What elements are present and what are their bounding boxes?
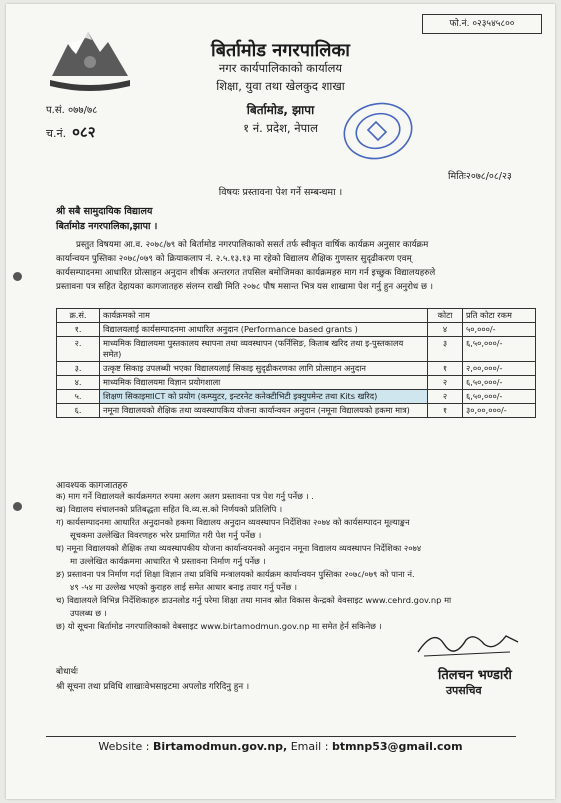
chalani-number <box>46 122 96 142</box>
body-line: कार्यान्वयन पुस्तिका २०७८/०७९ को क्रियाकलाप नं. २.५.१३.१३ मा रहेको विद्यालय शैक्षिक गुणस्तर सुदृढीकरण एवम् <box>56 254 412 264</box>
signature-mark <box>414 622 524 662</box>
docs-item: ४९ -५४ मा उल्लेख भएको कुराहरु लाई समेत आधार बनाइ तयार गर्नु पर्नेछ । <box>70 582 298 592</box>
docs-item: क) माग गर्ने विद्यालयले कार्यक्रमगत रुपमा अलग अलग प्रस्तावना पत्र पेश गर्नु पर्नेछ । . <box>56 491 314 501</box>
table-row <box>57 376 536 390</box>
letter-page <box>6 4 555 799</box>
phone-box: फो.नं. ०२३५४५८०० <box>422 14 542 34</box>
table-row <box>57 362 536 376</box>
body-line: कार्यसम्पादनमा आधारित प्रोत्साहन अनुदान शीर्षक अन्तरगत तपसिल बमोजिमका कार्यक्रमहरु माग गर्न इच्छुक विद्यालयहरुले <box>56 268 436 278</box>
table-cell-sn: १. <box>57 323 100 337</box>
table-row <box>57 337 536 362</box>
bodhartha-heading: बोधार्थः <box>56 667 78 677</box>
table-cell-name: नमूना विद्यालयको शैक्षिक तथा व्यवस्थापकिय योजना कार्यान्वयन अनुदान (नमूना विद्यालयको हकमा मात्र) <box>100 404 428 418</box>
chalani-label: च.नं. <box>46 127 67 140</box>
table-cell-name: उत्कृष्ट सिकाइ उपलब्धी भएका विद्यालयलाई सिकाइ सुदृढीकरणका लागि प्रोत्साहन अनुदान <box>100 362 428 376</box>
office-stamp-icon <box>340 100 416 162</box>
footer-website: Birtamodmun.gov.np, <box>152 740 288 753</box>
docs-item: घ) नमूना विद्यालयको शैक्षिक तथा व्यवस्थापकीय योजना कार्यान्वयनको अनुदान नमूना विद्यालय व्यवस्थापन निर्देशिका २०७४ <box>56 543 422 553</box>
table-header: कोटा <box>428 309 463 323</box>
table-cell-sn: ६. <box>57 404 100 418</box>
table-cell-quota: १ <box>428 362 463 376</box>
docs-item: छ) यो सूचना बिर्तामोड नगरपालिकाको वेबसाइट www.birtamodmun.gov.np मा समेत हेर्न सकिनेछ । <box>56 621 382 631</box>
punch-hole <box>13 502 22 511</box>
office-name: बिर्तामोड नगरपालिका <box>211 40 350 61</box>
table-cell-amount: ३०,००,०००/- <box>463 404 536 418</box>
table-cell-quota: १ <box>428 404 463 418</box>
punch-hole <box>13 272 22 281</box>
table-cell-sn: ३. <box>57 362 100 376</box>
footer-email-label: Email : <box>290 740 329 753</box>
body-paragraph <box>56 238 526 294</box>
docs-item: सूचकमा उल्लेखित विवरणहरु भरेर प्रमाणित गरी पेश गर्नु पर्नेछ । <box>70 530 262 540</box>
signatory-name: तिलचन भण्डारी <box>438 668 512 683</box>
table-cell-name: विद्यालयलाई कार्यसम्पादनमा आधारित अनुदान (Performance based grants ) <box>100 323 428 337</box>
table-row <box>57 323 536 337</box>
footer-email: btmnp53@gmail.com <box>331 740 463 753</box>
table-cell-amount: २,००,०००/- <box>463 362 536 376</box>
table-cell-amount: ६,५०,०००/- <box>463 376 536 390</box>
office-line-3: शिक्षा, युवा तथा खेलकुद शाखा <box>216 79 345 93</box>
docs-list <box>56 490 536 633</box>
table-cell-quota: ४ <box>428 323 463 337</box>
table-cell-quota: २ <box>428 376 463 390</box>
table-header: क्र.सं. <box>57 309 100 323</box>
table-cell-amount: ६,५०,०००/- <box>463 337 536 362</box>
table-cell-name: शिक्षण सिकाइमाICT को प्रयोग (कम्प्युटर, इन्टरनेट कनेक्टीभिटी इक्युपमेन्ट तथा Kits खरिद) <box>100 390 428 404</box>
letter-date: मितिः२०७८/०८/२३ <box>448 171 512 182</box>
docs-item: च) विद्यालयले विभिन्न निर्देशिकाहरु डाउनलोड गर्नु परेमा शिक्षा तथा मानव स्रोत विकास केन्द्रको वेवसाइट www.cehrd.gov.np मा <box>56 595 452 605</box>
chalani-value: ०८२ <box>72 123 96 141</box>
table-header: कार्यक्रमको नाम <box>100 309 428 323</box>
signatory-title: उपसचिव <box>446 684 482 697</box>
program-table <box>56 308 536 418</box>
addressee-line-2: बिर्तामोड नगरपालिका,झापा । <box>56 221 158 232</box>
body-line: प्रस्तुत विषयमा आ.व. २०७८/७९ को बिर्तामोड नगरपालिकाको ससर्त तर्फ स्वीकृत वार्षिक कार्यक्रम अनुसार कार्यक्रम <box>76 240 429 250</box>
footer-divider <box>46 736 516 737</box>
docs-item: मा उल्लेखित कार्यक्रममा आधारित भै प्रस्तावना निर्माण गर्नु पर्नेछ । <box>70 556 266 566</box>
table-cell-amount: ६,५०,०००/- <box>463 390 536 404</box>
table-cell-sn: २. <box>57 337 100 362</box>
footer <box>6 740 555 753</box>
body-line: प्रस्तावना पत्र सहित देहायका कागजातहरु संलग्न राखी मिति २०७८ पौष मसान्त भित्र यस शाखामा पेश गर्नु हुन अनुरोध छ । <box>56 282 433 292</box>
letter-subject: विषयः प्रस्तावना पेश गर्ने सम्बन्धमा । <box>218 187 343 198</box>
bodhartha-line: श्री सूचना तथा प्रविधि शाखाःवेभसाइटमा अपलोड गरिदिनु हुन । <box>56 682 250 692</box>
table-cell-sn: ५. <box>57 390 100 404</box>
docs-heading: आवश्यक कागजातहरु <box>56 481 128 491</box>
table-cell-quota: २ <box>428 390 463 404</box>
office-line-2: नगर कार्यपालिकाको कार्यालय <box>218 61 343 75</box>
docs-item: उपलब्ध छ । <box>70 608 107 618</box>
office-line-5: १ नं. प्रदेश, नेपाल <box>243 121 318 135</box>
table-cell-quota: ३ <box>428 337 463 362</box>
table-cell-amount: ५०,०००/- <box>463 323 536 337</box>
table-row-highlighted <box>57 390 536 404</box>
docs-item: ग) कार्यसम्पादनमा आधारित अनुदानको हकमा विद्यालय अनुदान व्यवस्थापन निर्देशिका २०७४ को कार्यसम्पादन मूल्याङ्कन <box>56 517 410 527</box>
addressee-line-1: श्री सबै सामुदायिक विद्यालय <box>56 206 153 217</box>
docs-item: ख) विद्यालय संचालनको प्रतिबद्धता सहित वि.व्य.स.को निर्णयको प्रतिलिपि । <box>56 504 283 514</box>
table-cell-sn: ४. <box>57 376 100 390</box>
docs-item: ङ) प्रस्तावना पत्र निर्माण गर्दा शिक्षा विज्ञान तथा प्रविधि मन्त्रालयको कार्यक्रम कार्यान्वयन पुस्तिका २०७८/०७९ को पाना नं. <box>56 569 415 579</box>
office-line-4: बिर्तामोड, झापा <box>246 103 315 117</box>
table-cell-name: माध्यमिक विद्यालयमा विज्ञान प्रयोगशाला <box>100 376 428 390</box>
table-header: प्रति कोटा रकम <box>463 309 536 323</box>
table-cell-name: माध्यमिक विद्यालयमा पुस्तकालय स्थापना तथा व्यवस्थापन (फर्निसिङ, किताब खरिद तथा इ-पुस्तकालय समेत) <box>100 337 428 362</box>
table-header-row <box>57 309 536 323</box>
patra-sankhya: प.सं. ०७७/७८ <box>46 105 98 116</box>
table-row <box>57 404 536 418</box>
footer-website-label: Website : <box>98 740 150 753</box>
